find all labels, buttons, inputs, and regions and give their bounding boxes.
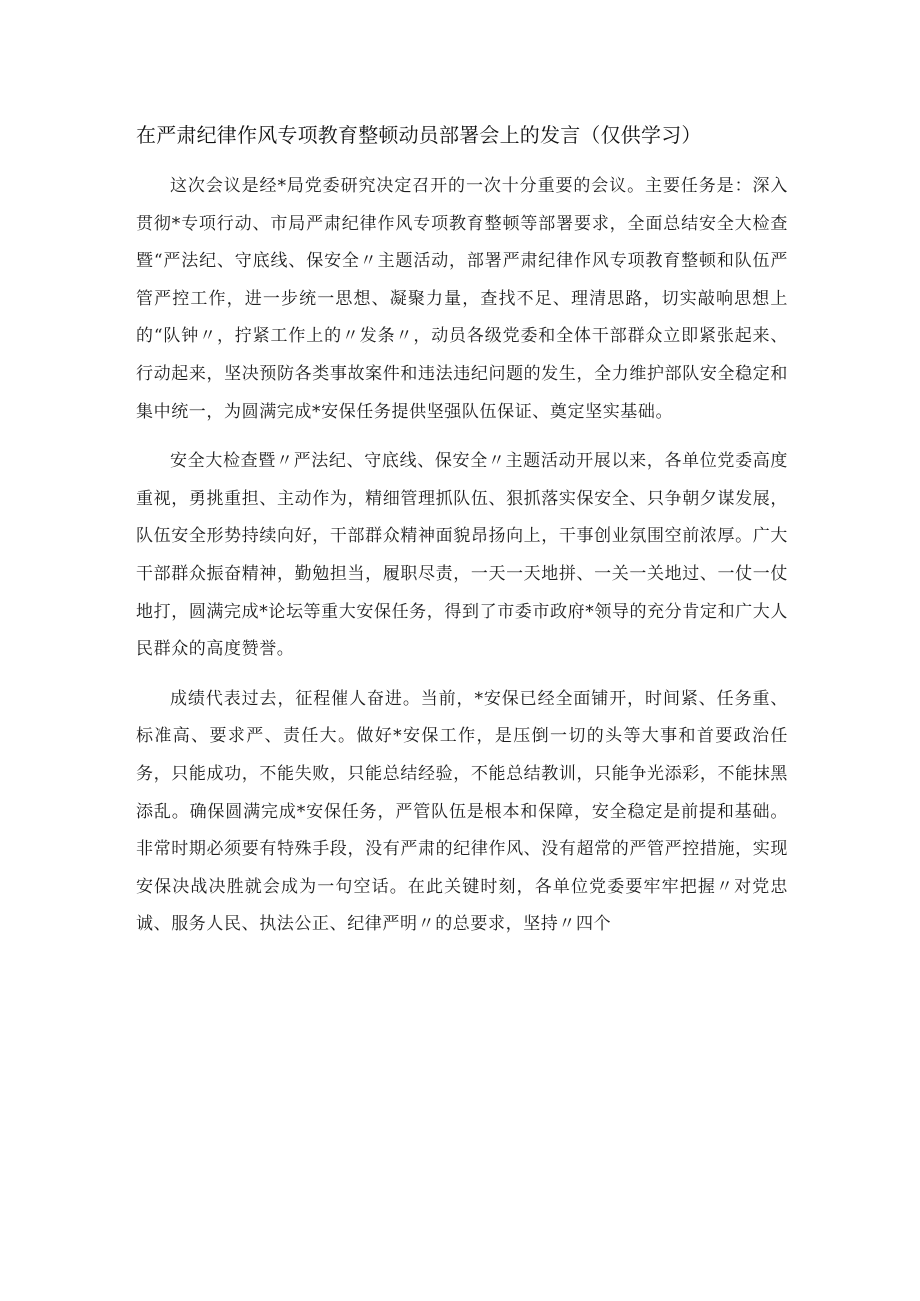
paragraph-2: 安全大检查暨〃严法纪、守底线、保安全〃主题活动开展以来，各单位党委高度重视，勇挑重担、主动作为，精细管理抓队伍、狠抓落实保安全、只争朝夕谋发展，队伍安全形势持续向好，干部群众精神面貌昂扬向上，干事创业氛围空前浓厚。广大干部群众振奋精神，勤勉担当，履职尽责，一天一天地拼、一关一关地过、一仗一仗地打，圆满完成*论坛等重大安保任务，得到了市委市政府*领导的充分肯定和广大人民群众的高度赞誉。 (136, 451, 788, 660)
paragraph-3: 成绩代表过去，征程催人奋进。当前，*安保已经全面铺开，时间紧、任务重、标准高、要求严、责任大。做好*安保工作，是压倒一切的头等大事和首要政治任务，只能成功，不能失败，只能总结经验，不能总结教训，只能争光添彩，不能抹黑添乱。确保圆满完成*安保任务，严管队伍是根本和保障，安全稳定是前提和基础。非常时期必须要有特殊手段，没有严肃的纪律作风、没有超常的严管严控措施，实现安保决战决胜就会成为一句空话。在此关键时刻，各单位党委要牢牢把握〃对党忠诚、服务人民、执法公正、纪律严明〃的总要求，坚持〃四个 (136, 688, 788, 935)
document-title: 在严肃纪律作风专项教育整顿动员部署会上的发言（仅供学习） (136, 123, 702, 147)
document-body (136, 168, 788, 956)
paragraph-1: 这次会议是经*局党委研究决定召开的一次十分重要的会议。主要任务是：深入贯彻*专项行动、市局严肃纪律作风专项教育整顿等部署要求，全面总结安全大检查暨“严法纪、守底线、保安全〃主题活动，部署严肃纪律作风专项教育整顿和队伍严管严控工作，进一步统一思想、凝聚力量，查找不足、理清思路，切实敲响思想上的“队钟〃，拧紧工作上的〃发条〃，动员各级党委和全体干部群众立即紧张起来、行动起来，坚决预防各类事故案件和违法违纪问题的发生，全力维护部队安全稳定和集中统一，为圆满完成*安保任务提供坚强队伍保证、奠定坚实基础。 (136, 176, 788, 422)
